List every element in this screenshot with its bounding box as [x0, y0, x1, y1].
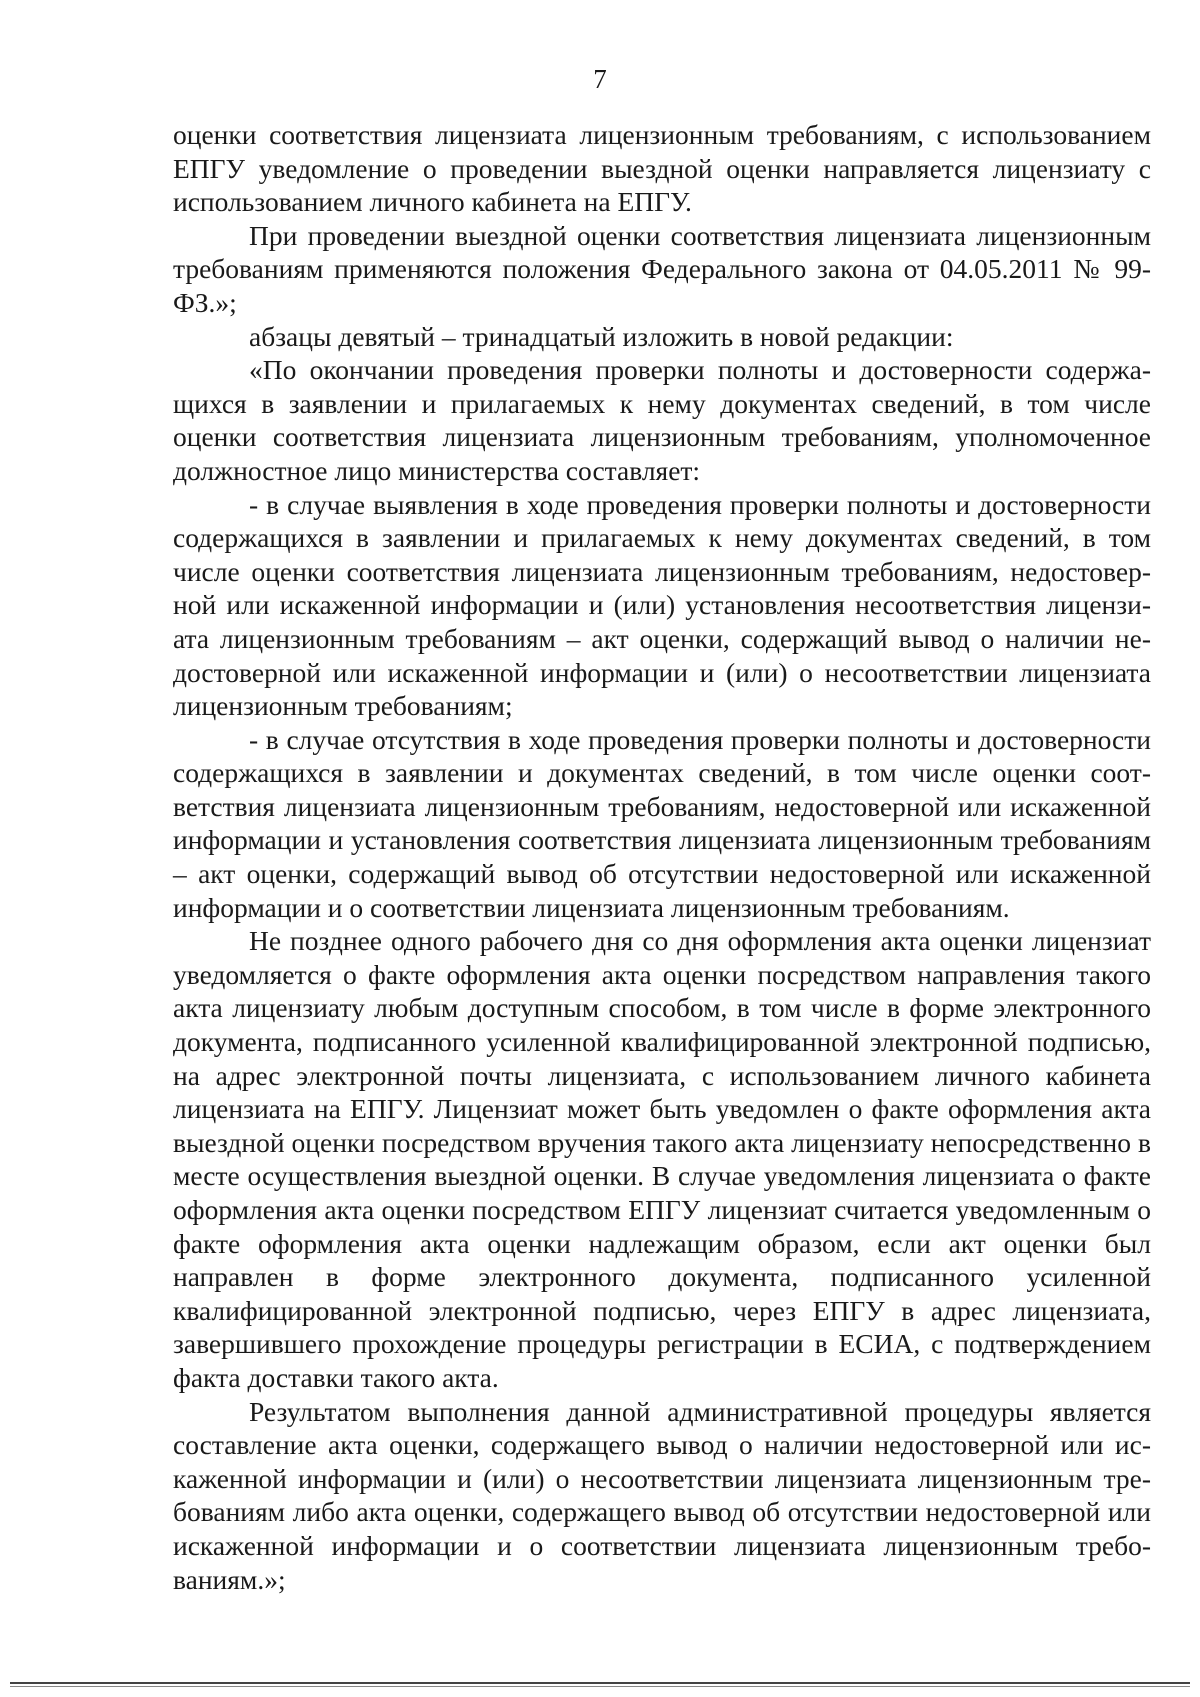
- scan-edge-line-secondary: [10, 1686, 1190, 1687]
- paragraph-case-discrepancy: - в случае выявления в ходе проведения проверки полноты и достоверности содержащихся в заявлении и прилагаемых к нему документах сведений, в том числе оценки соответствия лицензиата лицензионным требованиям, недостоверной или искаженной информации и (или) установления несоответствия лицензиата лицензионным требованиям – акт оценки, содержащий вывод о наличии недостоверной или искаженной информации и (или) о несоответствии лицензиата лицензионным требованиям;: [173, 488, 1151, 722]
- paragraph-amendment-instruction: абзацы девятый – тринадцатый изложить в новой редакции:: [249, 320, 954, 352]
- paragraph-case-compliance: - в случае отсутствия в ходе проведения проверки полноты и достоверности содержащихся в заявлении и документах сведений, в том числе оценки соответствия лицензиата лицензионным требованиям, недостоверной или искаженной информации и установления соответствия лицензиата лицензионным требованиям – акт оценки, содержащий вывод об отсутствии недостоверной или искаженной информации и о соответствии лицензиата лицензионным требованиям.: [173, 723, 1151, 923]
- paragraph-notification: Не позднее одного рабочего дня со дня оформления акта оценки лицензиат уведомляется о факте оформления акта оценки посредством направления такого акта лицензиату любым доступным способом, в том числе в форме электронного документа, подписанного усиленной квалифицированной электронной подписью, на адрес электронной почты лицензиата, с использованием личного кабинета лицензиата на ЕПГУ. Лицензиат может быть уведомлен о факте оформления акта выездной оценки посредством вручения такого акта лицензиату непосредственно в месте осуществления выездной оценки. В случае уведомления лицензиата о факте оформления акта оценки посредством ЕПГУ лицензиат считается уведомленным о факте оформления акта оценки надлежащим образом, если акт оценки был направлен в форме электронного документа, подписанного усиленной квалифицированной электронной подписью, через ЕПГУ в адрес лицензиата, завершившего прохождение процедуры регистрации в ЕСИА, с подтверждением факта доставки такого акта.: [173, 925, 1151, 1393]
- document-body: [173, 118, 1151, 1596]
- paragraph-assessment-completion: «По окончании проведения проверки полноты и достоверности содержащихся в заявлении и прилагаемых к нему документах сведений, в том числе оценки соответствия лицензиата лицензионным требованиям, уполномоченное должностное лицо министерства составляет:: [173, 354, 1151, 486]
- paragraph-onsite-assessment: При проведении выездной оценки соответствия лицензиата лицензионным требованиям применяются положения Федерального закона от 04.05.2011 № 99-ФЗ.»;: [173, 219, 1151, 318]
- page-number: 7: [593, 64, 607, 94]
- paragraph-result: Результатом выполнения данной административной процедуры является составление акта оценки, содержащего вывод о наличии недостоверной или искаженной информации и (или) о несоответствии лицензиата лицензионным требованиям либо акта оценки, содержащего вывод об отсутствии недостоверной или искаженной информации и о соответствии лицензиата лицензионным требованиям.»;: [173, 1395, 1151, 1595]
- scan-edge-line: [10, 1682, 1190, 1684]
- paragraph-continuation: оценки соответствия лицензиата лицензионным требованиям, с использованием ЕПГУ уведомление о проведении выездной оценки направляется лицензиату с использованием личного кабинета на ЕПГУ.: [173, 119, 1151, 218]
